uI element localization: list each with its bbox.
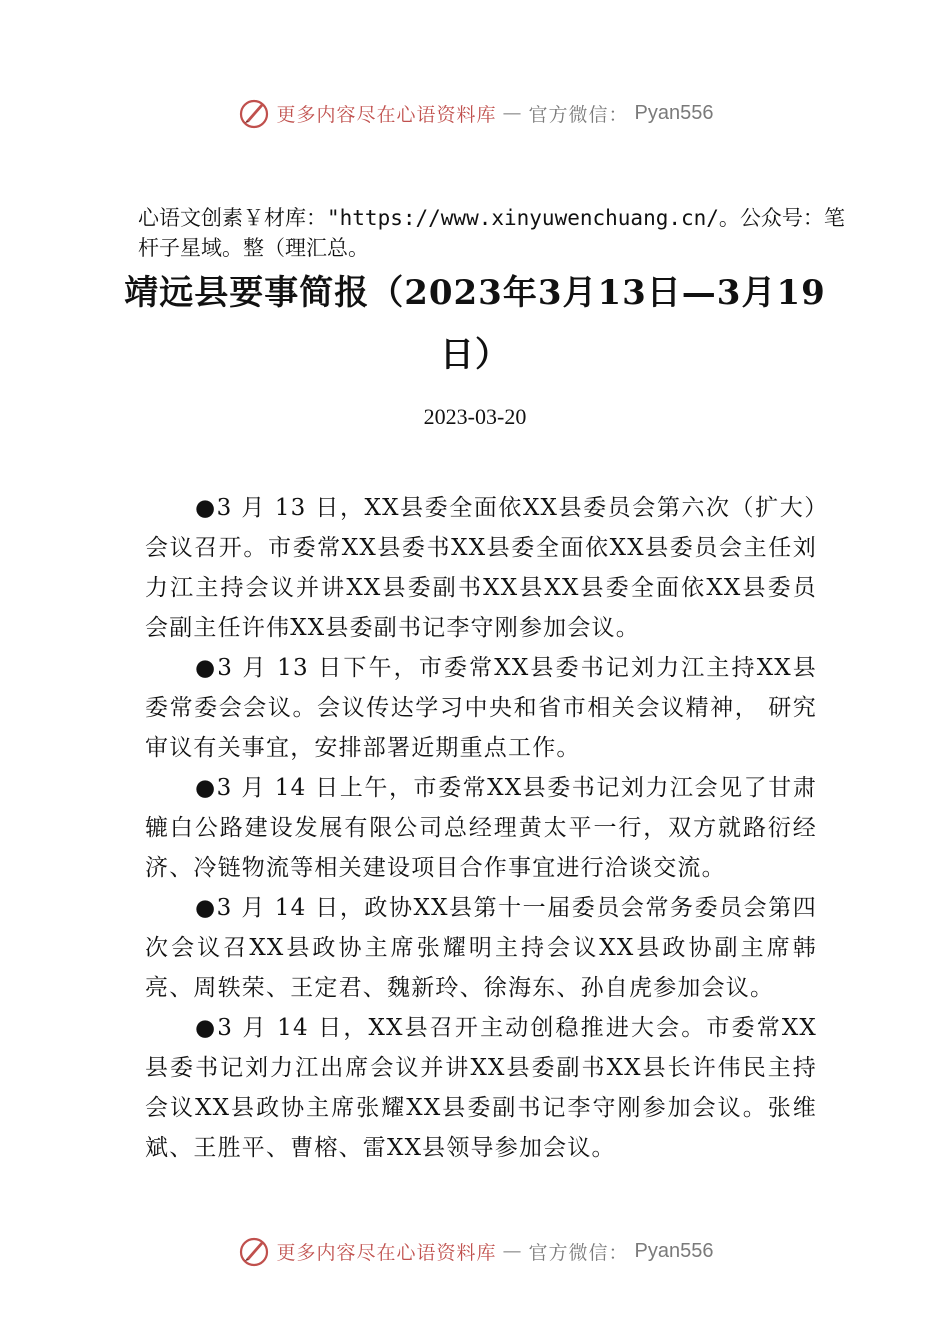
body-paragraph: ●3 月 13 日，XX县委全面依XX县委员会第六次（扩大）会议召开。市委常XX县委书XX县委全面依XX县委员会主任刘力江主持会议并讲XX县委副书XX县XX县委全面依XX县委员会副主任许伟XX县委副书记李守刚参加会议。 [145, 495, 817, 641]
body-paragraph: ●3 月 14 日上午，市委常XX县委书记刘力江会见了甘肃辘白公路建设发展有限公司总经理黄太平一行，双方就路衍经济、冷链物流等相关建设项目合作事宜进行洽谈交流。 [145, 775, 817, 881]
watermark-separator: — [502, 102, 523, 124]
watermark-contact-id: Pyan556 [634, 1239, 714, 1262]
document-body [145, 488, 817, 1168]
watermark-brand-text: 更多内容尽在心语资料库 [276, 1241, 497, 1264]
watermark-header [0, 96, 950, 130]
watermark-separator: — [502, 1240, 523, 1262]
watermark-brand-text: 更多内容尽在心语资料库 [276, 103, 497, 126]
brand-logo-icon [237, 1234, 271, 1268]
watermark-contact-id: Pyan556 [634, 101, 714, 124]
watermark-contact-label: 官方微信： [528, 1241, 629, 1264]
body-paragraph: ●3 月 14 日，XX县召开主动创稳推进大会。市委常XX县委书记刘力江出席会议并讲XX县委副书XX县长许伟民主持会议XX县政协主席张耀XX县委副书记李守刚参加会议。张维斌、王胜平、曹榕、雷XX县领导参加会议。 [145, 1015, 817, 1161]
watermark-footer [0, 1234, 950, 1268]
brand-logo-icon [237, 96, 271, 130]
document-date: 2023-03-20 [423, 404, 527, 429]
document-title: 靖远县要事简报（2023年3月13日—3月19日） [124, 273, 826, 375]
body-paragraph: ●3 月 14 日，政协XX县第十一届委员会常务委员会第四次会议召XX县政协主席张耀明主持会议XX县政协副主席韩亮、周轶荣、王定君、魏新玲、徐海东、孙自虎参加会议。 [145, 895, 817, 1001]
source-note: 心语文创素￥材库："https://www.xinyuwenchuang.cn/。公众号：笔杆子星域。整（理汇总。 [138, 206, 845, 260]
body-paragraph: ●3 月 13 日下午，市委常XX县委书记刘力江主持XX县委常委会会议。会议传达学习中央和省市相关会议精神， 研究审议有关事宜，安排部署近期重点工作。 [145, 655, 817, 761]
watermark-contact-label: 官方微信： [528, 103, 629, 126]
